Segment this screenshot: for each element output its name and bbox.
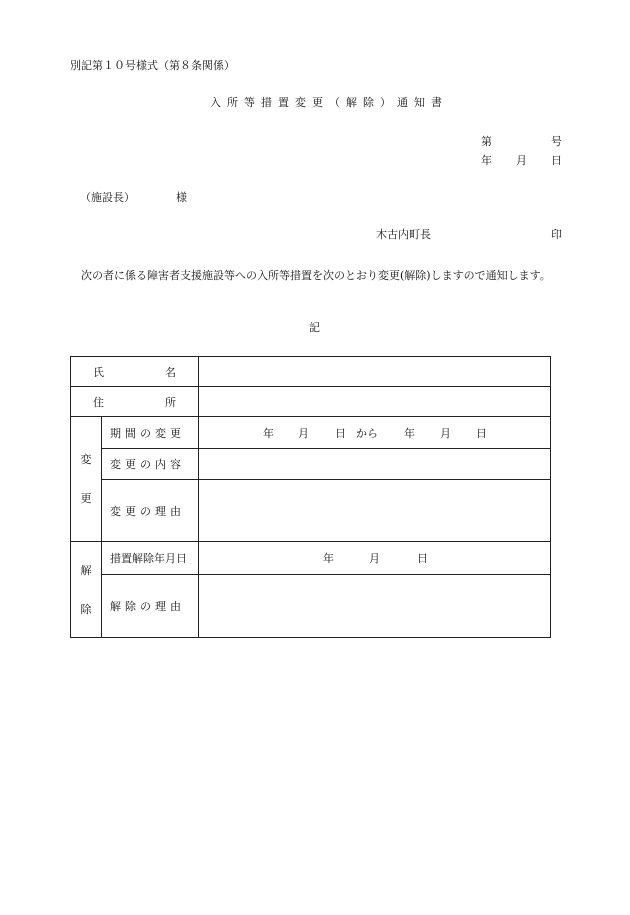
sender-mayor: 木古内町長: [376, 228, 431, 241]
seal-mark: 印: [551, 228, 562, 241]
period-change-label-cell: [102, 417, 199, 449]
table-row-period-change: [71, 417, 551, 449]
change-reason-value-cell[interactable]: [199, 480, 551, 542]
change-content-label-cell: [102, 449, 199, 480]
release-reason-label: 解除の理由: [110, 600, 185, 613]
change-group-char1: 変: [80, 453, 92, 466]
period-start-year: 年: [263, 426, 274, 440]
table-row-change-reason: [71, 480, 551, 542]
release-year: 年: [323, 552, 334, 565]
number-dai: 第: [481, 135, 492, 148]
date-month: 月: [516, 154, 527, 167]
date-day: 日: [551, 154, 562, 167]
period-kara: から: [356, 426, 378, 440]
table-row-release-reason: [71, 575, 551, 638]
release-month: 月: [369, 552, 380, 565]
period-start-month: 月: [298, 426, 309, 440]
period-end-year: 年: [404, 426, 415, 440]
release-date-label-cell: [102, 542, 199, 575]
name-value-cell[interactable]: [199, 357, 551, 387]
change-reason-label-cell: [102, 480, 199, 542]
change-reason-label: 変更の理由: [110, 504, 185, 518]
change-content-value-cell[interactable]: [199, 449, 551, 480]
date-year: 年: [481, 154, 492, 167]
number-go: 号: [551, 135, 562, 148]
period-start-day: 日: [335, 426, 346, 440]
release-date-value-cell[interactable]: [199, 542, 551, 575]
table-row-address: [71, 387, 551, 417]
name-label-part2: 名: [165, 365, 176, 379]
address-label-part1: 住: [93, 395, 104, 409]
form-reference: 別記第１０号様式（第８条関係）: [70, 59, 235, 72]
release-date-label: 措置解除年月日: [110, 552, 187, 565]
addressee-facility: （施設長）: [80, 191, 135, 204]
table-row-name: [71, 357, 551, 387]
period-end-day: 日: [476, 426, 487, 440]
address-label-part2: 所: [165, 395, 176, 409]
table-row-change-content: [71, 449, 551, 480]
name-label-part1: 氏: [93, 365, 104, 379]
period-end-month: 月: [440, 426, 451, 440]
notice-body-text: 次の者に係る障害者支援施設等への入所等措置を次のとおり変更(解除)しますので通知します。: [81, 269, 551, 282]
change-group-cell: [71, 417, 102, 542]
release-reason-label-cell: [102, 575, 199, 638]
change-content-label: 変更の内容: [110, 458, 185, 471]
document-title: 入所等措置変更（解除）通知書: [210, 96, 448, 109]
notice-table: [70, 356, 551, 638]
release-reason-value-cell[interactable]: [199, 575, 551, 638]
change-group-char2: 更: [80, 492, 92, 505]
name-label-cell: [71, 357, 199, 387]
release-group-char1: 解: [80, 563, 92, 577]
period-change-value-cell[interactable]: [199, 417, 551, 449]
address-value-cell[interactable]: [199, 387, 551, 417]
release-group-char2: 除: [80, 602, 92, 616]
release-group-cell: [71, 542, 102, 638]
table-row-release-date: [71, 542, 551, 575]
release-day: 日: [417, 552, 428, 565]
address-label-cell: [71, 387, 199, 417]
ki-heading: 記: [309, 321, 320, 334]
period-change-label: 期間の変更: [110, 426, 185, 440]
addressee-honorific: 様: [176, 191, 187, 204]
